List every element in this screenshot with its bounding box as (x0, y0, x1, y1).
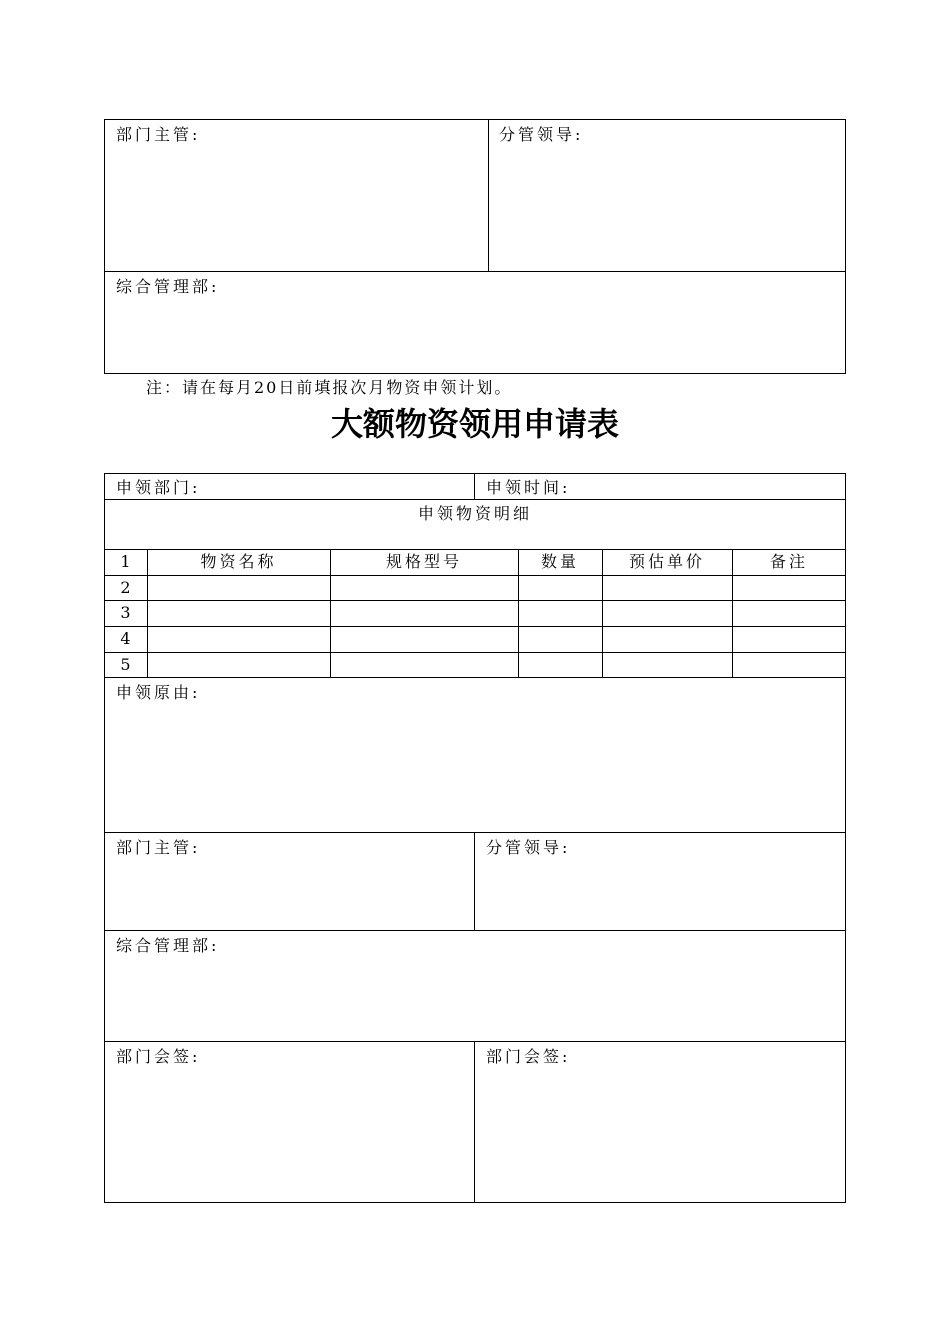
col-line (474, 832, 475, 930)
general-mgmt-label: 综合管理部: (116, 936, 220, 955)
row-number: 4 (120, 629, 131, 648)
row-line (104, 652, 846, 653)
column-header-spec: 规格型号 (385, 552, 462, 571)
countersign-left-label: 部门会签: (116, 1047, 201, 1066)
row-number: 1 (120, 552, 131, 571)
dept-head-label: 部门主管: (116, 838, 201, 857)
row-line (104, 677, 846, 678)
row-number: 2 (120, 578, 131, 597)
row-line (104, 499, 846, 500)
row-line (104, 575, 846, 576)
row-number: 5 (120, 655, 131, 674)
col-line (474, 473, 475, 499)
top-dept-head-label: 部门主管: (116, 125, 201, 144)
filing-note: 注：请在每月20日前填报次月物资申领计划。 (146, 378, 513, 397)
column-header-remark: 备注 (769, 552, 808, 571)
apply-time-label: 申领时间: (486, 478, 571, 497)
row-line (104, 832, 846, 833)
row-line (104, 600, 846, 601)
row-line (104, 626, 846, 627)
form-title: 大额物资领用申请表 (330, 405, 619, 443)
column-header-name: 物资名称 (200, 552, 277, 571)
top-divider-vertical (488, 119, 489, 272)
row-number: 3 (120, 603, 131, 622)
reason-label: 申领原由: (116, 683, 201, 702)
countersign-right-label: 部门会签: (486, 1047, 571, 1066)
detail-heading: 申领物资明细 (417, 504, 532, 523)
column-header-price: 预估单价 (628, 552, 705, 571)
top-general-mgmt-label: 综合管理部: (116, 277, 220, 296)
apply-dept-label: 申领部门: (116, 478, 201, 497)
top-approval-table (104, 119, 846, 374)
top-leader-label: 分管领导: (499, 125, 584, 144)
row-line (104, 1041, 846, 1042)
application-table (104, 473, 846, 1203)
column-header-qty: 数量 (540, 552, 579, 571)
top-divider-horizontal (104, 271, 846, 272)
leader-label: 分管领导: (486, 838, 571, 857)
row-line (104, 930, 846, 931)
col-line (474, 1041, 475, 1203)
